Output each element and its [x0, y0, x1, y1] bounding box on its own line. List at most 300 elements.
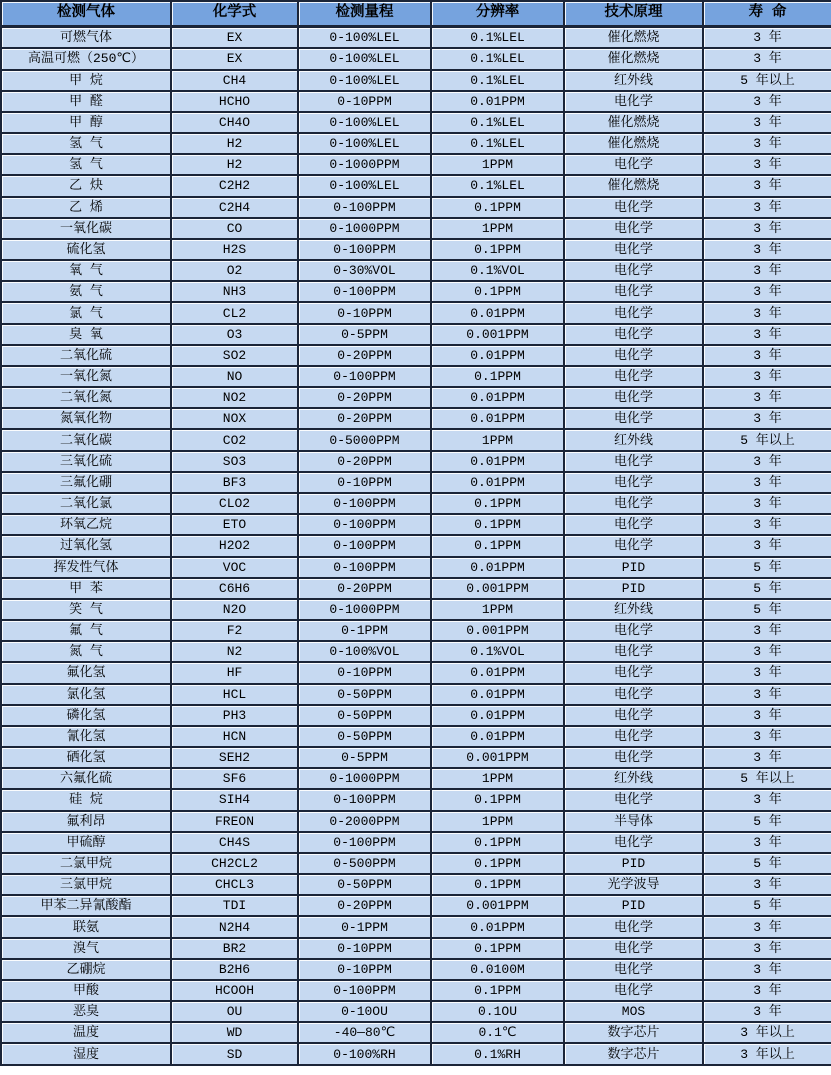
- table-row: [1, 366, 831, 387]
- table-row: [1, 599, 831, 620]
- cell-gas: 氧 气: [1, 260, 171, 281]
- cell-formula: ETO: [171, 514, 298, 535]
- cell-gas: 三氟化硼: [1, 472, 171, 493]
- cell-resolution: 0.1%VOL: [431, 260, 564, 281]
- cell-formula: BR2: [171, 938, 298, 959]
- cell-lifespan: 5 年: [703, 557, 831, 578]
- table-row: [1, 27, 831, 49]
- cell-gas: 湿度: [1, 1043, 171, 1065]
- table-row: [1, 1022, 831, 1043]
- table-row: [1, 48, 831, 69]
- cell-gas: 二氧化硫: [1, 345, 171, 366]
- column-header-resolution: 分辨率: [431, 1, 564, 27]
- cell-formula: SD: [171, 1043, 298, 1065]
- cell-resolution: 0.001PPM: [431, 895, 564, 916]
- cell-resolution: 0.001PPM: [431, 578, 564, 599]
- cell-formula: CL2: [171, 302, 298, 323]
- cell-lifespan: 5 年: [703, 599, 831, 620]
- cell-resolution: 0.1PPM: [431, 197, 564, 218]
- table-row: [1, 260, 831, 281]
- cell-gas: 三氯甲烷: [1, 874, 171, 895]
- table-row: [1, 578, 831, 599]
- cell-resolution: 0.1PPM: [431, 239, 564, 260]
- cell-gas: 甲 烷: [1, 70, 171, 91]
- cell-gas: 温度: [1, 1022, 171, 1043]
- cell-range: 0-20PPM: [298, 345, 431, 366]
- cell-formula: OU: [171, 1001, 298, 1022]
- cell-range: 0-10PPM: [298, 91, 431, 112]
- cell-range: 0-100%VOL: [298, 641, 431, 662]
- column-header-gas: 检测气体: [1, 1, 171, 27]
- cell-formula: N2O: [171, 599, 298, 620]
- cell-principle: 电化学: [564, 535, 703, 556]
- cell-principle: 电化学: [564, 493, 703, 514]
- cell-resolution: 0.1%LEL: [431, 133, 564, 154]
- cell-principle: 电化学: [564, 959, 703, 980]
- cell-gas: 乙 炔: [1, 175, 171, 196]
- cell-lifespan: 3 年: [703, 705, 831, 726]
- cell-resolution: 0.1%LEL: [431, 112, 564, 133]
- cell-resolution: 0.1%LEL: [431, 27, 564, 49]
- cell-resolution: 1PPM: [431, 218, 564, 239]
- cell-resolution: 0.1℃: [431, 1022, 564, 1043]
- table-row: [1, 916, 831, 937]
- cell-lifespan: 3 年: [703, 218, 831, 239]
- cell-gas: 挥发性气体: [1, 557, 171, 578]
- cell-formula: VOC: [171, 557, 298, 578]
- cell-formula: HCHO: [171, 91, 298, 112]
- cell-formula: WD: [171, 1022, 298, 1043]
- cell-formula: H2: [171, 154, 298, 175]
- cell-principle: PID: [564, 853, 703, 874]
- cell-gas: 一氧化氮: [1, 366, 171, 387]
- cell-gas: 臭 氧: [1, 324, 171, 345]
- cell-lifespan: 3 年: [703, 91, 831, 112]
- cell-formula: O3: [171, 324, 298, 345]
- cell-principle: 电化学: [564, 916, 703, 937]
- cell-gas: 高温可燃（250℃）: [1, 48, 171, 69]
- cell-formula: SIH4: [171, 789, 298, 810]
- cell-lifespan: 5 年以上: [703, 70, 831, 91]
- cell-resolution: 0.0100M: [431, 959, 564, 980]
- cell-range: 0-10PPM: [298, 938, 431, 959]
- cell-range: 0-1000PPM: [298, 218, 431, 239]
- cell-principle: 红外线: [564, 429, 703, 450]
- cell-range: 0-50PPM: [298, 684, 431, 705]
- cell-principle: 电化学: [564, 324, 703, 345]
- table-row: [1, 620, 831, 641]
- cell-range: 0-5000PPM: [298, 429, 431, 450]
- cell-resolution: 0.01PPM: [431, 916, 564, 937]
- cell-principle: 电化学: [564, 662, 703, 683]
- cell-range: 0-100PPM: [298, 281, 431, 302]
- cell-formula: HCL: [171, 684, 298, 705]
- cell-formula: FREON: [171, 811, 298, 832]
- cell-lifespan: 3 年: [703, 324, 831, 345]
- table-row: [1, 175, 831, 196]
- cell-gas: 恶臭: [1, 1001, 171, 1022]
- cell-formula: C2H4: [171, 197, 298, 218]
- cell-resolution: 0.001PPM: [431, 620, 564, 641]
- cell-principle: 电化学: [564, 726, 703, 747]
- cell-principle: PID: [564, 557, 703, 578]
- cell-gas: 三氧化硫: [1, 451, 171, 472]
- cell-principle: 催化燃烧: [564, 175, 703, 196]
- cell-principle: 光学波导: [564, 874, 703, 895]
- cell-resolution: 0.01PPM: [431, 302, 564, 323]
- cell-lifespan: 3 年以上: [703, 1022, 831, 1043]
- table-row: [1, 324, 831, 345]
- cell-formula: CH2CL2: [171, 853, 298, 874]
- cell-gas: 硅 烷: [1, 789, 171, 810]
- cell-principle: 电化学: [564, 239, 703, 260]
- cell-lifespan: 3 年: [703, 874, 831, 895]
- cell-range: 0-100PPM: [298, 535, 431, 556]
- cell-formula: N2H4: [171, 916, 298, 937]
- cell-resolution: 0.01PPM: [431, 451, 564, 472]
- cell-formula: HCN: [171, 726, 298, 747]
- column-header-principle: 技术原理: [564, 1, 703, 27]
- table-row: [1, 387, 831, 408]
- cell-range: 0-20PPM: [298, 578, 431, 599]
- cell-formula: BF3: [171, 472, 298, 493]
- table-row: [1, 557, 831, 578]
- table-row: [1, 895, 831, 916]
- cell-principle: 电化学: [564, 980, 703, 1001]
- cell-lifespan: 3 年: [703, 916, 831, 937]
- cell-range: 0-10PPM: [298, 662, 431, 683]
- cell-formula: CO: [171, 218, 298, 239]
- cell-resolution: 0.1PPM: [431, 832, 564, 853]
- cell-lifespan: 5 年以上: [703, 429, 831, 450]
- cell-range: 0-100PPM: [298, 239, 431, 260]
- cell-lifespan: 3 年: [703, 789, 831, 810]
- cell-lifespan: 3 年: [703, 239, 831, 260]
- cell-resolution: 1PPM: [431, 429, 564, 450]
- cell-lifespan: 3 年: [703, 726, 831, 747]
- cell-principle: 电化学: [564, 832, 703, 853]
- cell-range: 0-100PPM: [298, 493, 431, 514]
- cell-range: 0-20PPM: [298, 387, 431, 408]
- cell-range: 0-1PPM: [298, 620, 431, 641]
- cell-range: 0-20PPM: [298, 408, 431, 429]
- table-row: [1, 1043, 831, 1065]
- cell-range: 0-10PPM: [298, 472, 431, 493]
- cell-formula: CH4S: [171, 832, 298, 853]
- cell-resolution: 0.1PPM: [431, 493, 564, 514]
- cell-resolution: 0.01PPM: [431, 726, 564, 747]
- cell-principle: 红外线: [564, 599, 703, 620]
- cell-range: 0-100PPM: [298, 514, 431, 535]
- cell-gas: 甲 苯: [1, 578, 171, 599]
- cell-lifespan: 3 年: [703, 387, 831, 408]
- cell-principle: 催化燃烧: [564, 112, 703, 133]
- cell-resolution: 0.01PPM: [431, 91, 564, 112]
- cell-resolution: 0.1PPM: [431, 980, 564, 1001]
- cell-lifespan: 3 年: [703, 112, 831, 133]
- table-row: [1, 345, 831, 366]
- header-row: [1, 1, 831, 27]
- cell-gas: 过氧化氢: [1, 535, 171, 556]
- cell-formula: NO: [171, 366, 298, 387]
- cell-range: 0-1000PPM: [298, 599, 431, 620]
- cell-principle: 催化燃烧: [564, 27, 703, 49]
- table-row: [1, 112, 831, 133]
- cell-range: 0-100%LEL: [298, 48, 431, 69]
- cell-resolution: 0.1PPM: [431, 535, 564, 556]
- table-row: [1, 959, 831, 980]
- cell-gas: 氟 气: [1, 620, 171, 641]
- cell-gas: 甲苯二异氰酸酯: [1, 895, 171, 916]
- table-row: [1, 91, 831, 112]
- cell-principle: MOS: [564, 1001, 703, 1022]
- table-row: [1, 980, 831, 1001]
- table-row: [1, 938, 831, 959]
- table-row: [1, 747, 831, 768]
- cell-formula: H2O2: [171, 535, 298, 556]
- cell-formula: CH4O: [171, 112, 298, 133]
- cell-range: -40—80℃: [298, 1022, 431, 1043]
- cell-range: 0-30%VOL: [298, 260, 431, 281]
- cell-principle: 电化学: [564, 218, 703, 239]
- cell-gas: 氮氧化物: [1, 408, 171, 429]
- cell-lifespan: 5 年以上: [703, 768, 831, 789]
- cell-resolution: 0.1%VOL: [431, 641, 564, 662]
- cell-lifespan: 3 年: [703, 493, 831, 514]
- cell-resolution: 0.1PPM: [431, 789, 564, 810]
- cell-formula: O2: [171, 260, 298, 281]
- table-row: [1, 874, 831, 895]
- cell-lifespan: 3 年: [703, 1001, 831, 1022]
- cell-range: 0-50PPM: [298, 874, 431, 895]
- cell-principle: 红外线: [564, 70, 703, 91]
- cell-lifespan: 3 年: [703, 959, 831, 980]
- table-row: [1, 684, 831, 705]
- cell-formula: NH3: [171, 281, 298, 302]
- cell-gas: 硒化氢: [1, 747, 171, 768]
- cell-formula: CO2: [171, 429, 298, 450]
- cell-principle: 电化学: [564, 91, 703, 112]
- cell-range: 0-50PPM: [298, 705, 431, 726]
- cell-lifespan: 3 年: [703, 451, 831, 472]
- cell-principle: 电化学: [564, 684, 703, 705]
- cell-range: 0-5PPM: [298, 324, 431, 345]
- cell-principle: 电化学: [564, 938, 703, 959]
- table-row: [1, 535, 831, 556]
- cell-lifespan: 3 年: [703, 662, 831, 683]
- cell-lifespan: 5 年: [703, 895, 831, 916]
- cell-range: 0-100%LEL: [298, 175, 431, 196]
- cell-gas: 可燃气体: [1, 27, 171, 49]
- cell-principle: 电化学: [564, 472, 703, 493]
- cell-range: 0-100PPM: [298, 980, 431, 1001]
- table-row: [1, 281, 831, 302]
- column-header-range: 检测量程: [298, 1, 431, 27]
- cell-range: 0-1000PPM: [298, 154, 431, 175]
- table-row: [1, 302, 831, 323]
- cell-range: 0-500PPM: [298, 853, 431, 874]
- cell-range: 0-100PPM: [298, 366, 431, 387]
- cell-formula: EX: [171, 27, 298, 49]
- cell-principle: 电化学: [564, 451, 703, 472]
- cell-principle: 电化学: [564, 281, 703, 302]
- cell-formula: SO3: [171, 451, 298, 472]
- cell-resolution: 0.001PPM: [431, 324, 564, 345]
- cell-lifespan: 3 年: [703, 641, 831, 662]
- cell-lifespan: 3 年: [703, 514, 831, 535]
- cell-resolution: 0.01PPM: [431, 345, 564, 366]
- cell-range: 0-100PPM: [298, 832, 431, 853]
- cell-principle: 催化燃烧: [564, 133, 703, 154]
- cell-formula: HF: [171, 662, 298, 683]
- cell-lifespan: 3 年: [703, 345, 831, 366]
- cell-lifespan: 3 年: [703, 260, 831, 281]
- table-row: [1, 493, 831, 514]
- cell-resolution: 0.1PPM: [431, 874, 564, 895]
- cell-formula: SF6: [171, 768, 298, 789]
- cell-lifespan: 5 年: [703, 578, 831, 599]
- cell-lifespan: 3 年: [703, 684, 831, 705]
- cell-lifespan: 3 年: [703, 175, 831, 196]
- cell-lifespan: 3 年: [703, 472, 831, 493]
- cell-gas: 六氟化硫: [1, 768, 171, 789]
- cell-resolution: 0.1PPM: [431, 938, 564, 959]
- cell-lifespan: 3 年: [703, 197, 831, 218]
- cell-gas: 氯 气: [1, 302, 171, 323]
- table-row: [1, 789, 831, 810]
- cell-lifespan: 5 年: [703, 811, 831, 832]
- cell-resolution: 0.1%RH: [431, 1043, 564, 1065]
- cell-formula: C2H2: [171, 175, 298, 196]
- cell-range: 0-100%RH: [298, 1043, 431, 1065]
- cell-range: 0-100PPM: [298, 197, 431, 218]
- cell-principle: 电化学: [564, 366, 703, 387]
- cell-range: 0-1000PPM: [298, 768, 431, 789]
- cell-principle: 数字芯片: [564, 1022, 703, 1043]
- cell-gas: 氰化氢: [1, 726, 171, 747]
- cell-gas: 二氧化氮: [1, 387, 171, 408]
- cell-resolution: 0.1PPM: [431, 281, 564, 302]
- cell-resolution: 1PPM: [431, 599, 564, 620]
- cell-resolution: 1PPM: [431, 811, 564, 832]
- cell-formula: CLO2: [171, 493, 298, 514]
- cell-principle: 电化学: [564, 641, 703, 662]
- cell-principle: 电化学: [564, 747, 703, 768]
- cell-gas: 乙 烯: [1, 197, 171, 218]
- table-row: [1, 218, 831, 239]
- table-body: [1, 27, 831, 1066]
- table-row: [1, 514, 831, 535]
- cell-formula: CH4: [171, 70, 298, 91]
- cell-formula: H2S: [171, 239, 298, 260]
- cell-formula: NOX: [171, 408, 298, 429]
- cell-formula: PH3: [171, 705, 298, 726]
- cell-gas: 二氧化氯: [1, 493, 171, 514]
- cell-principle: 电化学: [564, 514, 703, 535]
- cell-lifespan: 3 年: [703, 48, 831, 69]
- cell-gas: 硫化氢: [1, 239, 171, 260]
- cell-range: 0-100%LEL: [298, 27, 431, 49]
- cell-principle: 催化燃烧: [564, 48, 703, 69]
- cell-gas: 笑 气: [1, 599, 171, 620]
- table-row: [1, 429, 831, 450]
- cell-gas: 磷化氢: [1, 705, 171, 726]
- cell-formula: F2: [171, 620, 298, 641]
- table-row: [1, 1001, 831, 1022]
- cell-gas: 氯化氢: [1, 684, 171, 705]
- cell-range: 0-20PPM: [298, 451, 431, 472]
- cell-formula: SO2: [171, 345, 298, 366]
- table-row: [1, 451, 831, 472]
- cell-resolution: 0.1%LEL: [431, 48, 564, 69]
- table-row: [1, 705, 831, 726]
- cell-lifespan: 3 年: [703, 980, 831, 1001]
- cell-lifespan: 3 年: [703, 832, 831, 853]
- table-header: [1, 1, 831, 27]
- cell-formula: H2: [171, 133, 298, 154]
- cell-gas: 氟利昂: [1, 811, 171, 832]
- cell-gas: 二氧化碳: [1, 429, 171, 450]
- cell-principle: 电化学: [564, 620, 703, 641]
- cell-gas: 氟化氢: [1, 662, 171, 683]
- cell-resolution: 0.01PPM: [431, 472, 564, 493]
- cell-resolution: 0.01PPM: [431, 684, 564, 705]
- cell-range: 0-1PPM: [298, 916, 431, 937]
- table-row: [1, 239, 831, 260]
- cell-gas: 二氯甲烷: [1, 853, 171, 874]
- cell-resolution: 0.1PPM: [431, 853, 564, 874]
- cell-range: 0-10PPM: [298, 302, 431, 323]
- cell-principle: 电化学: [564, 260, 703, 281]
- cell-gas: 联氨: [1, 916, 171, 937]
- cell-resolution: 0.1OU: [431, 1001, 564, 1022]
- cell-range: 0-5PPM: [298, 747, 431, 768]
- cell-resolution: 0.001PPM: [431, 747, 564, 768]
- cell-principle: 电化学: [564, 705, 703, 726]
- cell-principle: 电化学: [564, 387, 703, 408]
- cell-principle: 数字芯片: [564, 1043, 703, 1065]
- cell-formula: SEH2: [171, 747, 298, 768]
- cell-principle: 电化学: [564, 197, 703, 218]
- cell-formula: B2H6: [171, 959, 298, 980]
- cell-gas: 甲 醇: [1, 112, 171, 133]
- cell-principle: 电化学: [564, 408, 703, 429]
- cell-principle: 电化学: [564, 345, 703, 366]
- cell-formula: N2: [171, 641, 298, 662]
- cell-range: 0-10PPM: [298, 959, 431, 980]
- cell-resolution: 0.01PPM: [431, 662, 564, 683]
- cell-resolution: 0.1PPM: [431, 366, 564, 387]
- cell-formula: CHCL3: [171, 874, 298, 895]
- cell-lifespan: 3 年: [703, 408, 831, 429]
- cell-formula: C6H6: [171, 578, 298, 599]
- cell-formula: TDI: [171, 895, 298, 916]
- cell-principle: 半导体: [564, 811, 703, 832]
- cell-resolution: 0.1PPM: [431, 514, 564, 535]
- table-row: [1, 811, 831, 832]
- cell-formula: HCOOH: [171, 980, 298, 1001]
- table-row: [1, 70, 831, 91]
- cell-range: 0-100%LEL: [298, 112, 431, 133]
- cell-resolution: 0.01PPM: [431, 557, 564, 578]
- table-row: [1, 408, 831, 429]
- cell-lifespan: 3 年: [703, 366, 831, 387]
- cell-principle: PID: [564, 578, 703, 599]
- cell-lifespan: 3 年: [703, 938, 831, 959]
- cell-resolution: 0.1%LEL: [431, 70, 564, 91]
- cell-formula: EX: [171, 48, 298, 69]
- cell-principle: 电化学: [564, 789, 703, 810]
